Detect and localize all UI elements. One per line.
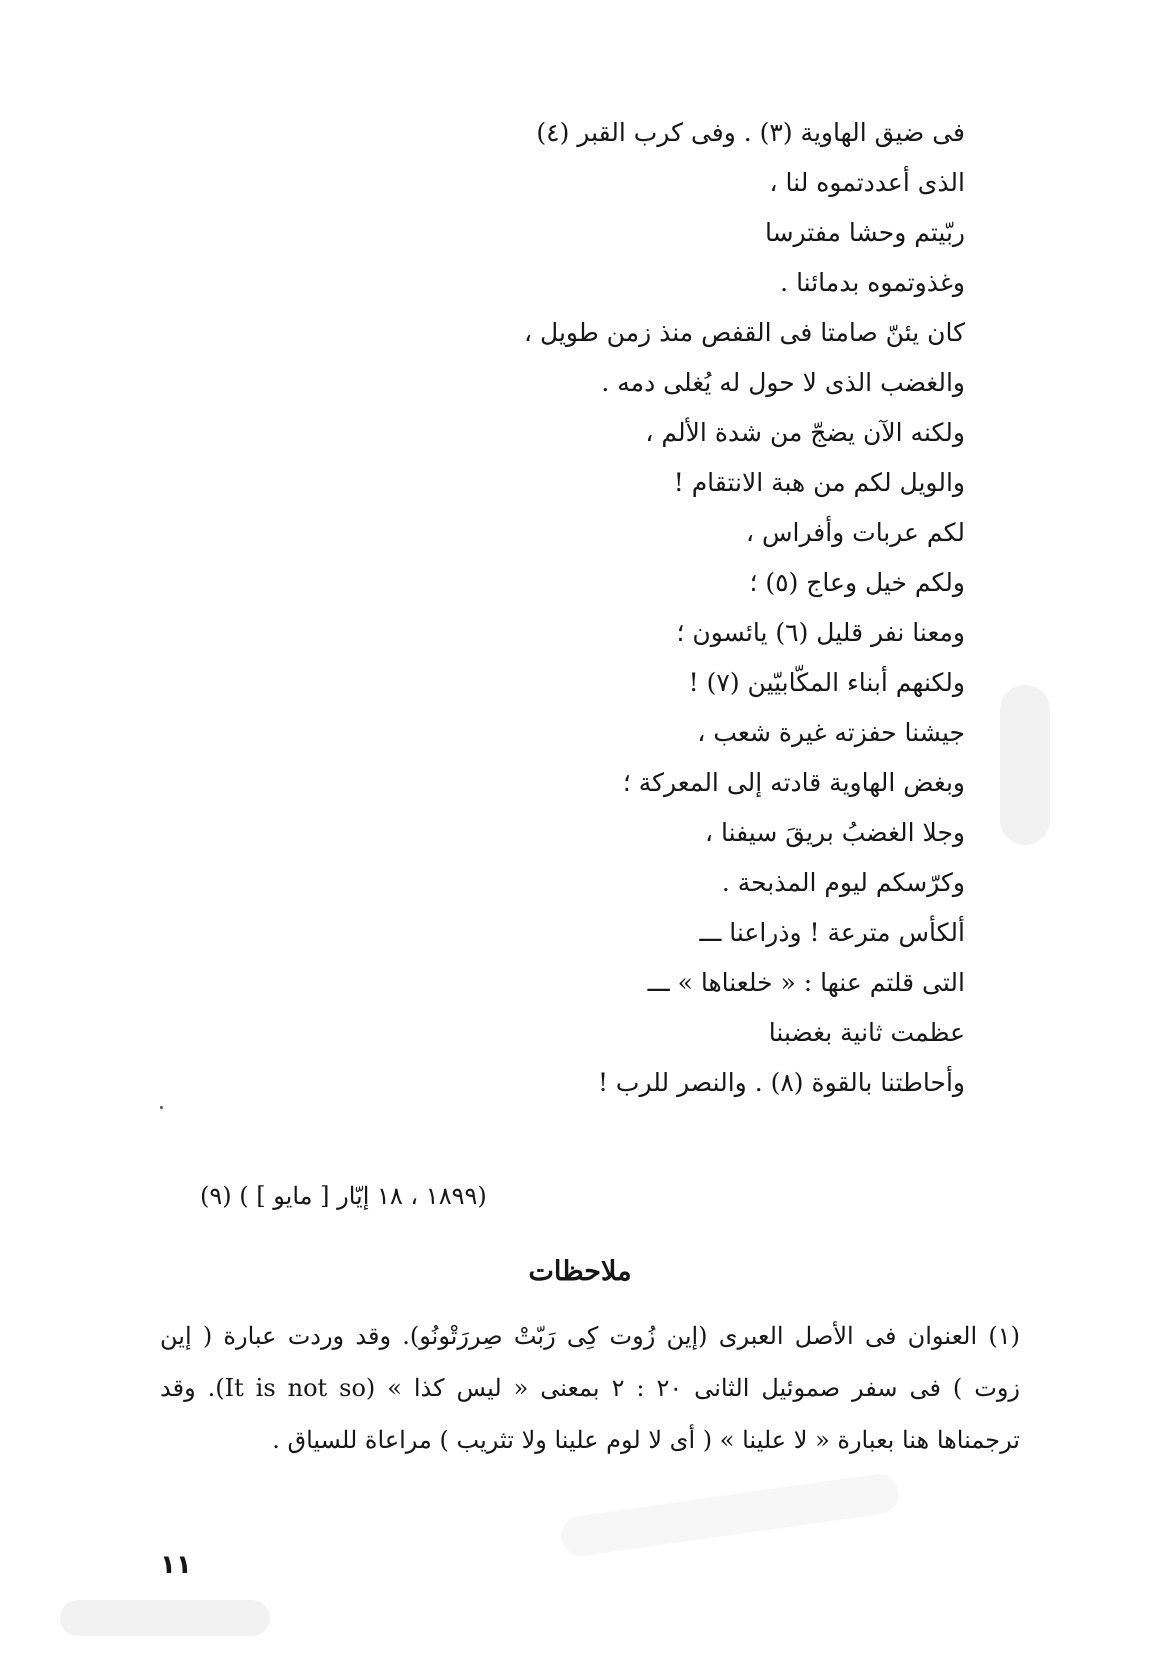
poem-line: ولكم خيل وعاج (٥) ؛: [749, 568, 965, 597]
scan-dot: [160, 1106, 163, 1109]
poem-line: عظمت ثانية بغضبنا: [768, 1018, 965, 1047]
poem-line: كان يئنّ صامتا فى القفص منذ زمن طويل ،: [524, 318, 965, 347]
scan-smudge: [60, 1600, 270, 1636]
poem-line: والويل لكم من هبة الانتقام !: [673, 468, 965, 497]
scan-smudge: [1000, 685, 1050, 845]
footnote-paragraph: (١) العنوان فى الأصل العبرى (إين زُوت كِى رَبّتْ صِررَتْونُو). وقد وردت عبارة ( إين زوت ) فى سفر صموئيل الثانى ٢٠ : ٢ بمعنى « ليس كذا » (It is not so). وقد ترجمناها هنا بعبارة « لا علينا » ( أى لا لوم علينا ولا تثريب ) مراعاة للسياق .: [160, 1322, 1021, 1454]
poem-line: وأحاطتنا بالقوة (٨) . والنصر للرب !: [597, 1068, 965, 1097]
notes-heading: ملاحظات: [528, 1256, 632, 1287]
poem-date: (١٨٩٩ ، ١٨ إيّار [ مايو ] ) (٩): [200, 1182, 487, 1210]
poem-block: [190, 108, 965, 1108]
poem-line: الذى أعددتموه لنا ،: [769, 168, 965, 197]
poem-line: لكم عربات وأفراس ،: [745, 518, 965, 547]
poem-line: ومعنا نفر قليل (٦) يائسون ؛: [676, 618, 965, 647]
poem-line: وكرّسكم ليوم المذبحة .: [721, 868, 965, 897]
poem-line: جيشنا حفزته غيرة شعب ،: [697, 718, 965, 747]
poem-line: ولكنهم أبناء المكّابيّين (٧) !: [688, 668, 965, 697]
poem-line: وغذوتموه بدمائنا .: [780, 268, 965, 297]
poem-line: ولكنه الآن يضجّ من شدة الألم ،: [645, 418, 965, 447]
scan-smudge: [559, 1472, 901, 1559]
poem-line: ربّيتم وحشا مفترسا: [764, 218, 965, 247]
poem-line: وبغض الهاوية قادته إلى المعركة ؛: [622, 768, 965, 797]
poem-line: التى قلتم عنها : « خلعناها » ـــ: [647, 968, 965, 997]
poem-line: والغضب الذى لا حول له يُغلى دمه .: [601, 368, 965, 397]
poem-line: ألكأس مترعة ! وذراعنا ـــ: [699, 918, 965, 947]
poem-line: فى ضيق الهاوية (٣) . وفى كرب القبر (٤): [536, 118, 965, 147]
poem-line: وجلا الغضبُ بريقَ سيفنا ،: [704, 818, 965, 847]
page-number: ١١: [160, 1550, 192, 1580]
